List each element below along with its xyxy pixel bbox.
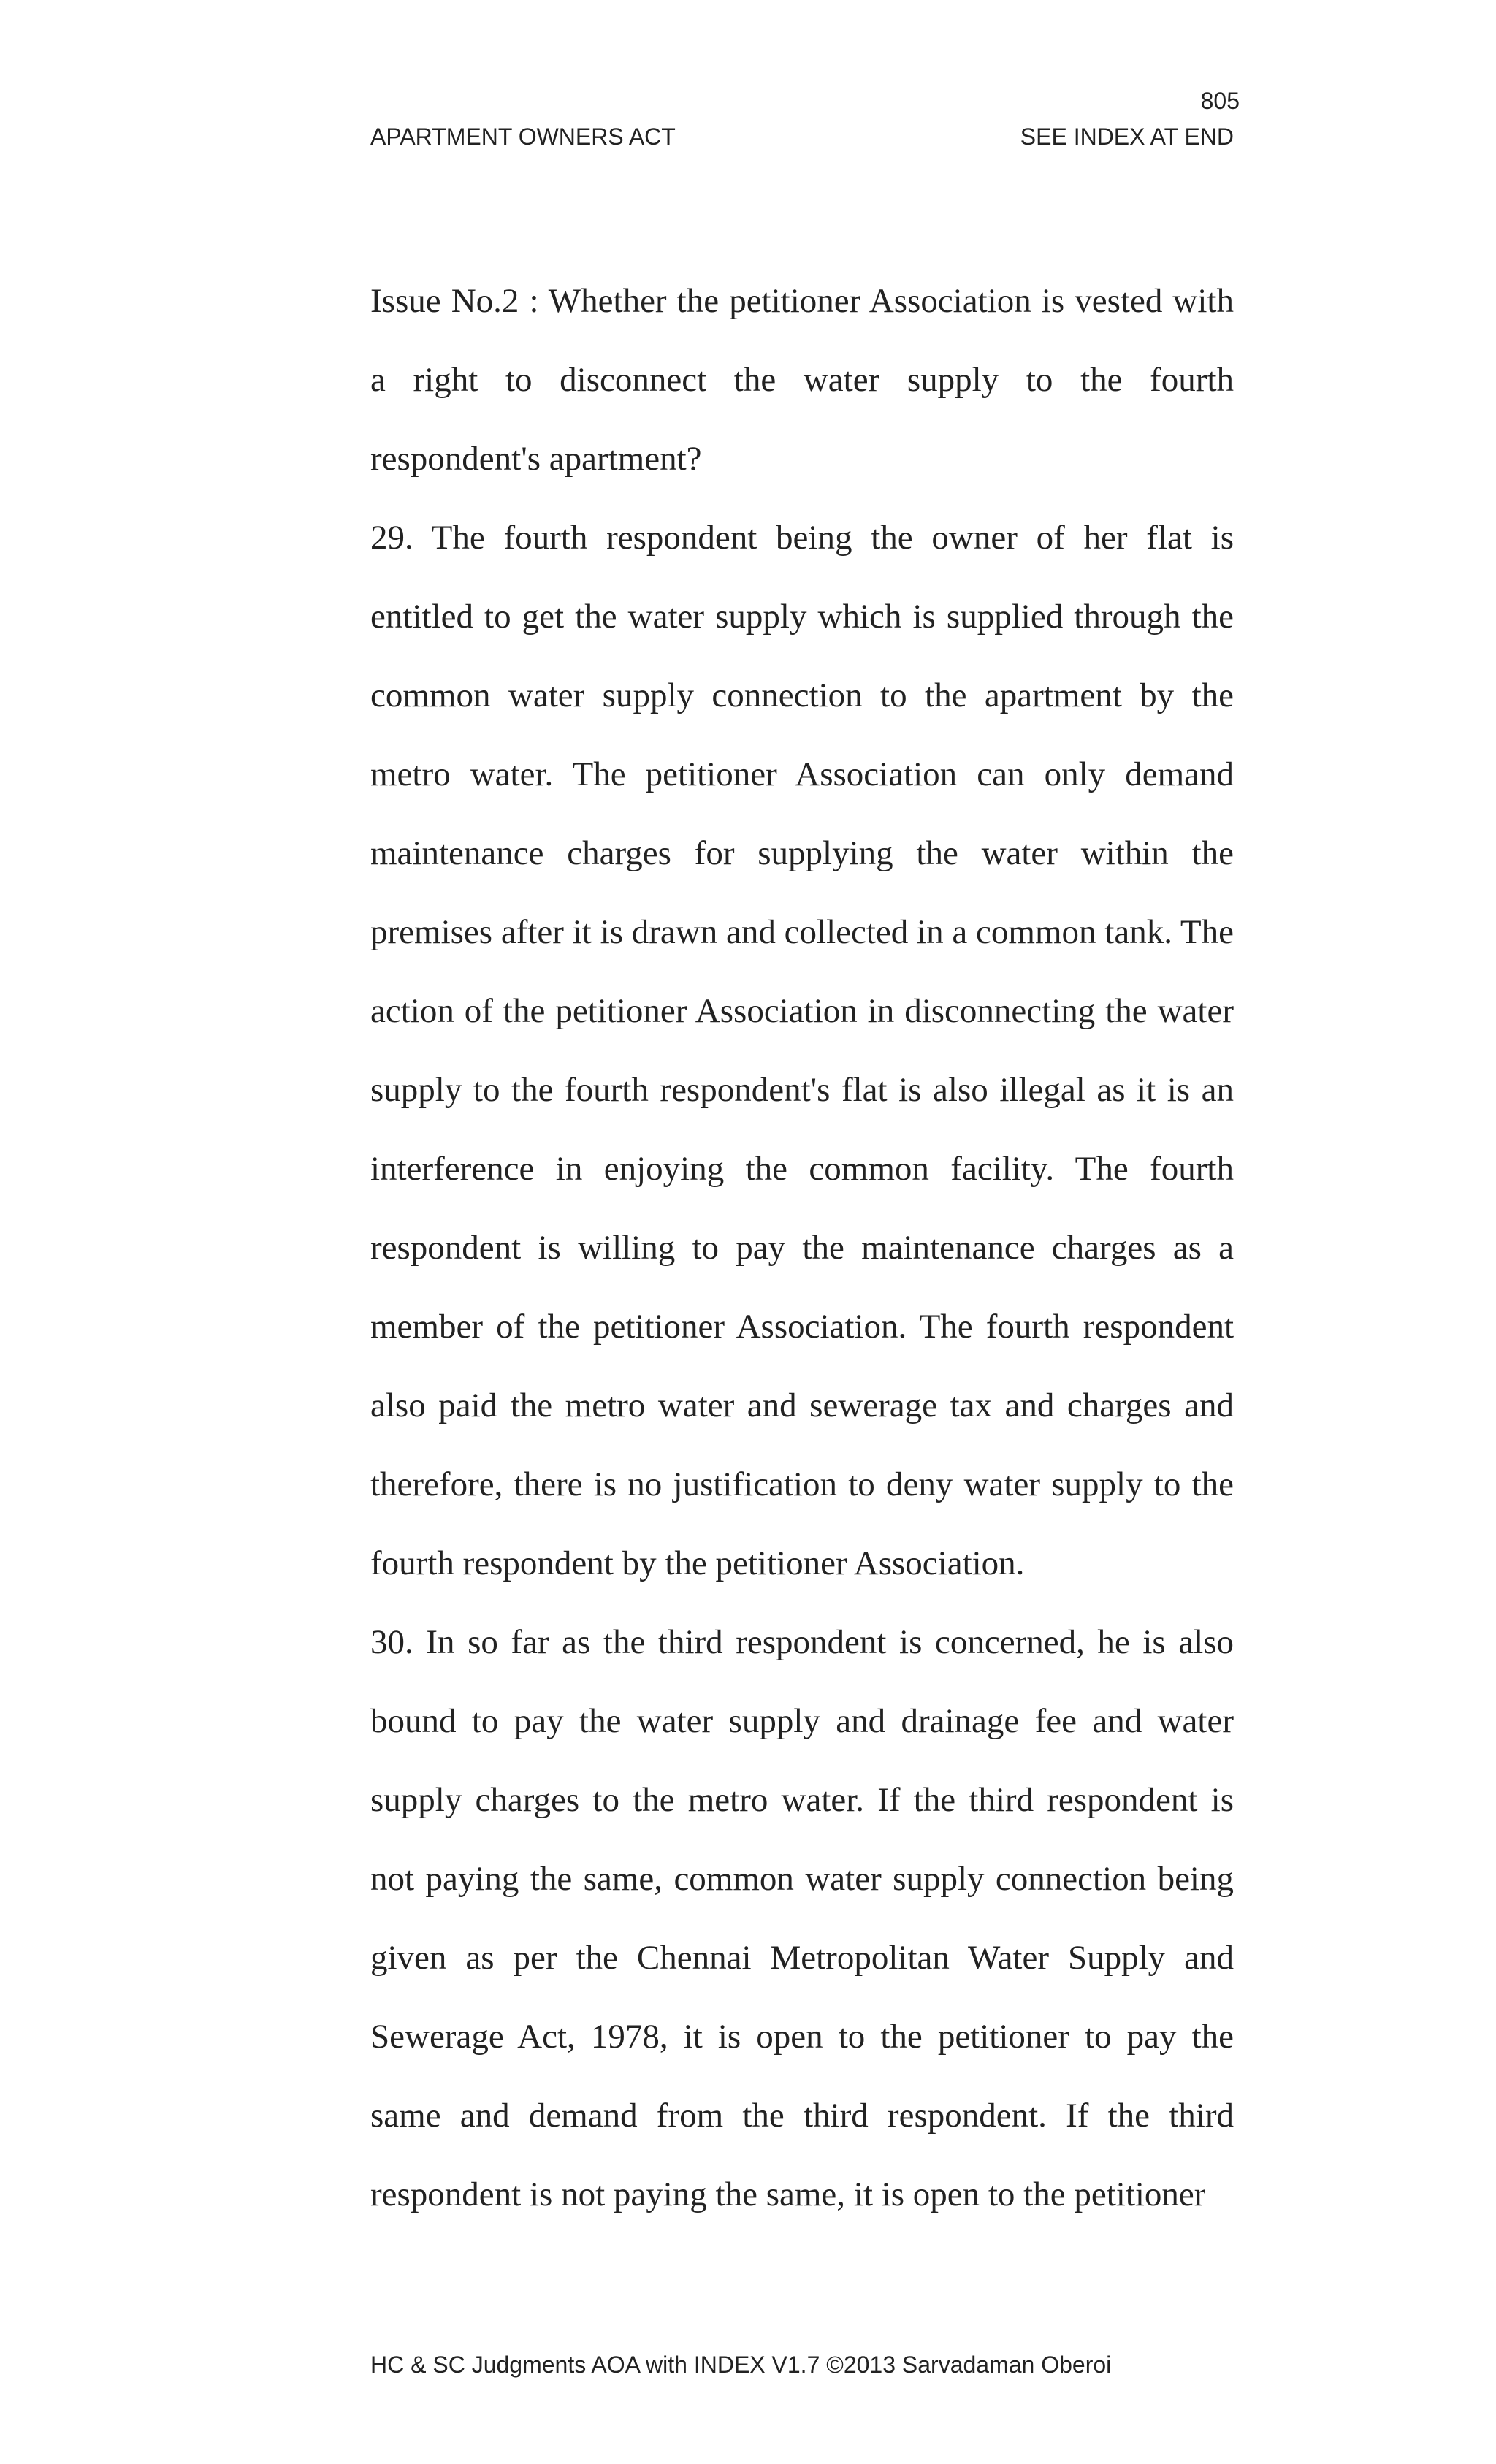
issue-heading: Issue No.2 : Whether the petitioner Association is vested with a right to disconnect the water supply to the fourth respondent's apartment? [370, 282, 1234, 478]
header-title: APARTMENT OWNERS ACT [370, 123, 676, 150]
paragraph-29: 29. The fourth respondent being the owner of her flat is entitled to get the water supply which is supplied through the common water supply connection to the apartment by the metro water. The petitioner Association can only demand maintenance charges for supplying the water within the premises after it is drawn and collected in a common tank. The action of the petitioner Association in disconnecting the water supply to the fourth respondent's flat is also illegal as it is an interference in enjoying the common facility. The fourth respondent is willing to pay the maintenance charges as a member of the petitioner Association. The fourth respondent also paid the metro water and sewerage tax and charges and therefore, there is no justification to deny water supply to the fourth respondent by the petitioner Association. [370, 519, 1234, 1582]
page-number: 805 [1200, 88, 1240, 114]
paragraph-30: 30. In so far as the third respondent is concerned, he is also bound to pay the water supply and drainage fee and water supply charges to the metro water. If the third respondent is not paying the same, common water supply connection being given as per the Chennai Metropolitan Water Supply and Sewerage Act, 1978, it is open to the petitioner to pay the same and demand from the third respondent. If the third respondent is not paying the same, it is open to the petitioner [370, 1623, 1234, 2213]
page-header [370, 121, 1234, 152]
header-index-note: SEE INDEX AT END [1020, 123, 1234, 150]
document-body [370, 262, 1234, 2234]
page-footer: HC & SC Judgments AOA with INDEX V1.7 ©2013 Sarvadaman Oberoi [370, 2352, 1112, 2378]
